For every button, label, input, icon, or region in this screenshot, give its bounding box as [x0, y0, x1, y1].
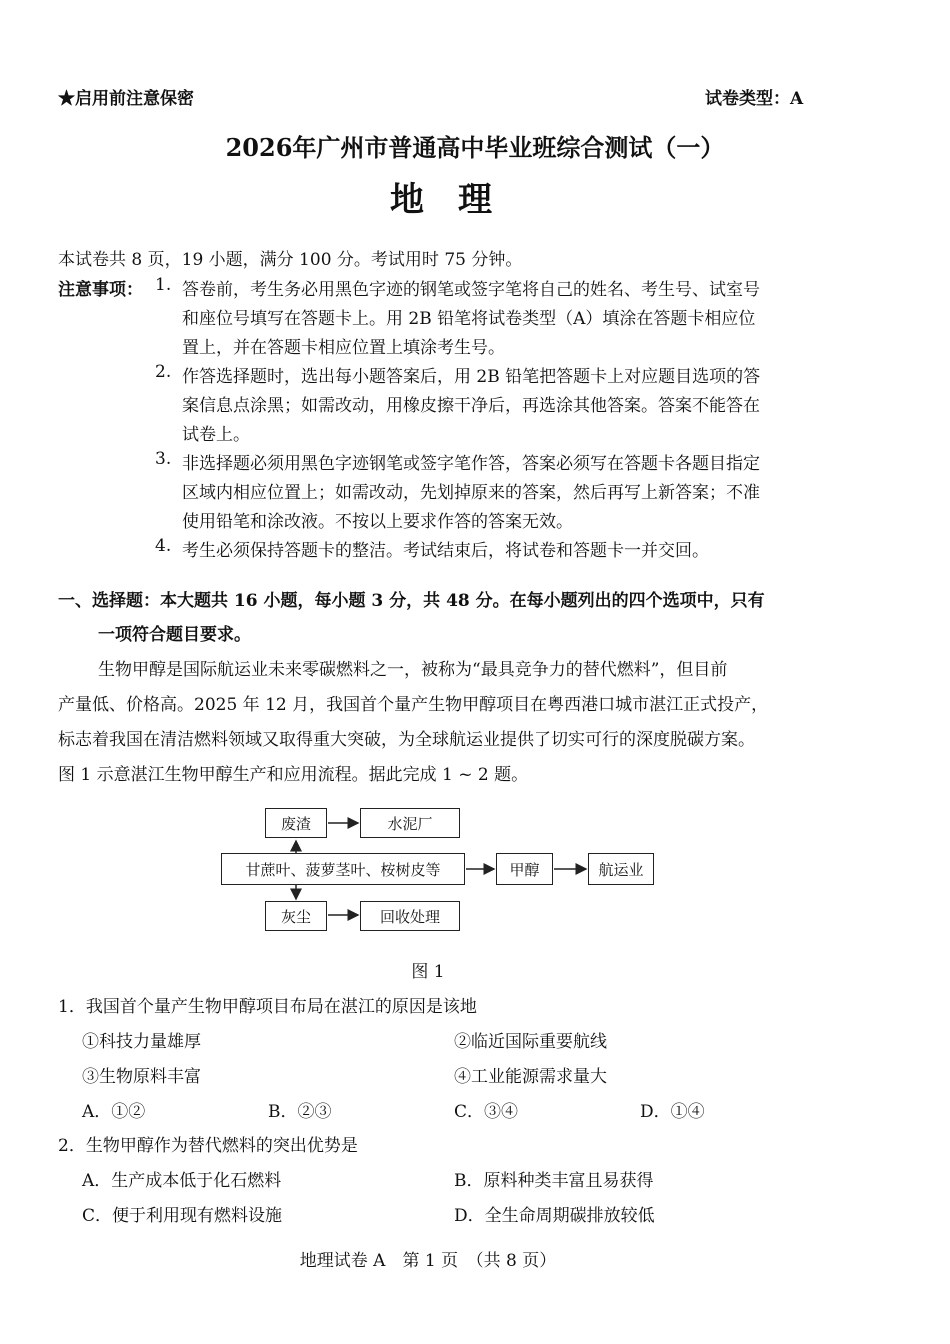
notice-3-line-3: 使用铅笔和涂改液。不按以上要求作答的答案无效。 — [182, 512, 573, 532]
passage-line-3: 标志着我国在清洁燃料领域又取得重大突破，为全球航运业提供了切实可行的深度脱碳方案。 — [58, 730, 755, 750]
q2-option-d[interactable]: D．全生命周期碳排放较低 — [454, 1206, 655, 1226]
subject-title: 地 理 — [390, 180, 492, 220]
notice-3-line-2: 区域内相应位置上；如需改动，先划掉原来的答案，然后再写上新答案；不准 — [182, 483, 760, 503]
question-2-stem: 2．生物甲醇作为替代燃料的突出优势是 — [58, 1136, 358, 1156]
q2-option-b[interactable]: B．原料种类丰富且易获得 — [454, 1171, 654, 1191]
paper-type: 试卷类型：A — [705, 89, 804, 109]
notice-3-line-1: 非选择题必须用黑色字迹钢笔或签字笔作答，答案必须写在答题卡各题目指定 — [182, 454, 760, 474]
box-recycle: 回收处理 — [360, 901, 460, 931]
q1-statement-1: ①科技力量雄厚 — [82, 1032, 201, 1052]
box-dust: 灰尘 — [265, 901, 327, 931]
q1-option-b[interactable]: B．②③ — [268, 1102, 332, 1122]
exam-info: 本试卷共 8 页，19 小题，满分 100 分。考试用时 75 分钟。 — [58, 250, 523, 270]
passage-line-4: 图 1 示意湛江生物甲醇生产和应用流程。据此完成 1 ~ 2 题。 — [58, 765, 529, 785]
passage-line-2: 产量低、价格高。2025 年 12 月，我国首个量产生物甲醇项目在粤西港口城市湛江正式投产， — [58, 695, 769, 715]
figure-caption: 图 1 — [411, 962, 445, 982]
notice-4-num: 4. — [155, 536, 172, 556]
q2-option-c[interactable]: C．便于利用现有燃料设施 — [82, 1206, 283, 1226]
notice-1-line-1: 答卷前，考生务必用黑色字迹的钢笔或签字笔将自己的姓名、考生号、试室号 — [182, 280, 760, 300]
exam-title: 2026年广州市普通高中毕业班综合测试（一） — [225, 133, 725, 162]
q1-option-c[interactable]: C．③④ — [454, 1102, 519, 1122]
question-1-stem: 1．我国首个量产生物甲醇项目布局在湛江的原因是该地 — [58, 997, 477, 1017]
notice-2-line-3: 试卷上。 — [182, 425, 250, 445]
section-heading-line-2: 一项符合题目要求。 — [98, 625, 251, 645]
notice-2-line-2: 案信息点涂黑；如需改动，用橡皮擦干净后，再选涂其他答案。答案不能答在 — [182, 396, 760, 416]
q1-statement-2: ②临近国际重要航线 — [454, 1032, 607, 1052]
box-cement-plant: 水泥厂 — [360, 808, 460, 838]
notice-1-num: 1. — [155, 275, 172, 295]
page-footer: 地理试卷 A 第 1 页 （共 8 页） — [299, 1251, 557, 1271]
passage-line-1: 生物甲醇是国际航运业未来零碳燃料之一，被称为“最具竞争力的替代燃料”，但目前 — [98, 660, 728, 680]
box-shipping: 航运业 — [588, 853, 654, 885]
notice-label: 注意事项： — [58, 280, 143, 300]
box-methanol: 甲醇 — [496, 853, 553, 885]
q1-statement-3: ③生物原料丰富 — [82, 1067, 201, 1087]
notice-3-num: 3. — [155, 449, 172, 469]
box-raw-materials: 甘蔗叶、菠萝茎叶、桉树皮等 — [221, 853, 465, 885]
notice-1-line-3: 置上，并在答题卡相应位置上填涂考生号。 — [182, 338, 505, 358]
q1-statement-4: ④工业能源需求量大 — [454, 1067, 607, 1087]
box-slag: 废渣 — [265, 808, 327, 838]
section-heading-line-1: 一、选择题：本大题共 16 小题，每小题 3 分，共 48 分。在每小题列出的四个选项中，只有 — [58, 591, 765, 611]
notice-2-num: 2. — [155, 362, 172, 382]
q2-option-a[interactable]: A．生产成本低于化石燃料 — [82, 1171, 282, 1191]
notice-2-line-1: 作答选择题时，选出每小题答案后，用 2B 铅笔把答题卡上对应题目选项的答 — [182, 367, 761, 387]
secrecy-note: ★启用前注意保密 — [58, 89, 194, 109]
notice-4-line-1: 考生必须保持答题卡的整洁。考试结束后，将试卷和答题卡一并交回。 — [182, 541, 709, 561]
q1-option-d[interactable]: D．①④ — [640, 1102, 705, 1122]
notice-1-line-2: 和座位号填写在答题卡上。用 2B 铅笔将试卷类型（A）填涂在答题卡相应位 — [182, 309, 756, 329]
q1-option-a[interactable]: A．①② — [82, 1102, 146, 1122]
